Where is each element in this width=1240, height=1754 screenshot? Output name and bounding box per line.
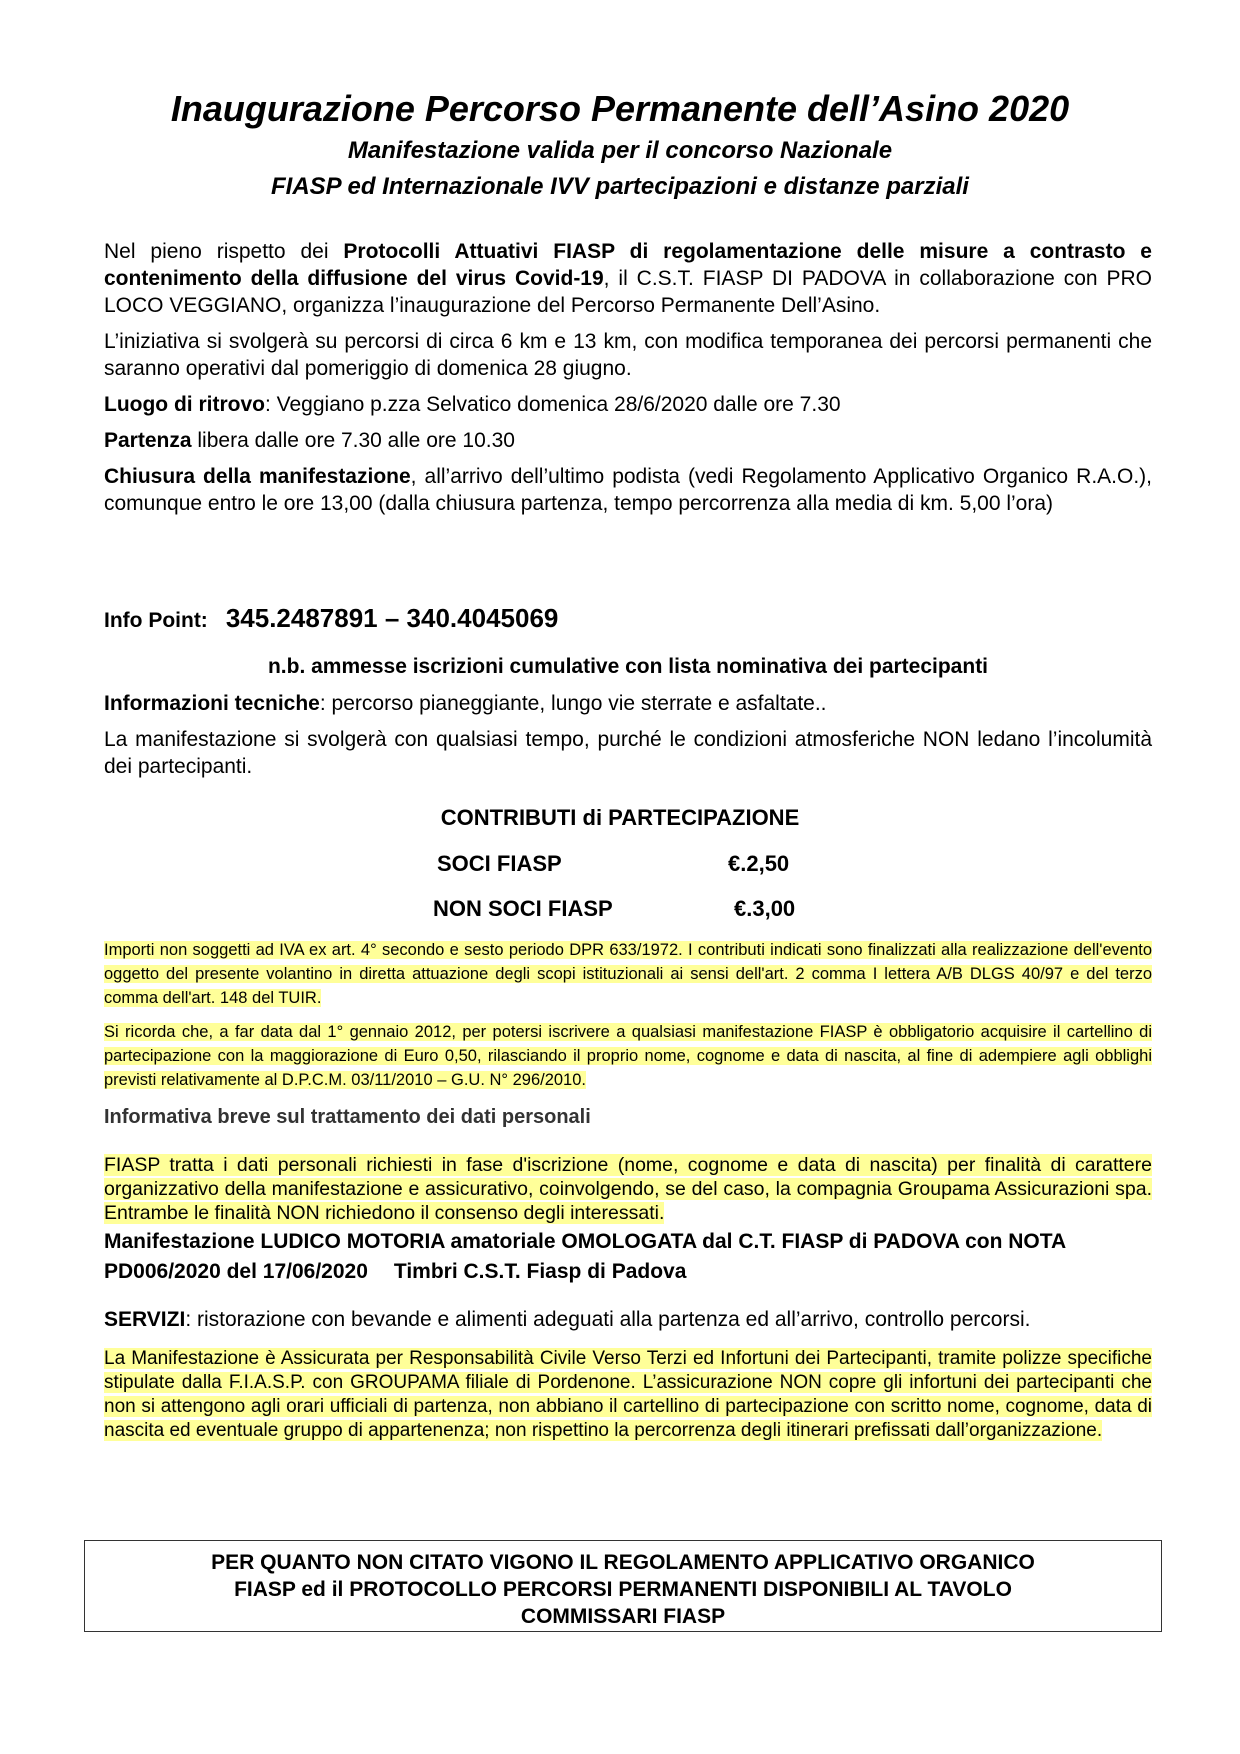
omologazione-line2 [104, 1257, 1152, 1287]
partenza-text: libera dalle ore 7.30 alle ore 10.30 [191, 429, 515, 452]
dati-personali-body: FIASP tratta i dati personali richiesti in fase d'iscrizione (nome, cognome e data di nascita) per finalità di carattere organizzativo della manifestazione e assicurativo, coinvolgendo, se del caso, la compagnia Groupama Assicurazioni spa. Entrambe le finalità NON richiedono il consenso degli interessati. [104, 1154, 1152, 1224]
dati-personali-text [104, 1153, 1152, 1225]
regolamento-line1: PER QUANTO NON CITATO VIGONO IL REGOLAMENTO APPLICATIVO ORGANICO [211, 1551, 1035, 1574]
omologazione-line1: Manifestazione LUDICO MOTORIA amatoriale OMOLOGATA dal C.T. FIASP di PADOVA con NOTA [104, 1230, 1067, 1253]
tecniche-label: Informazioni tecniche [104, 692, 320, 715]
price-row-non-soci [0, 896, 1240, 926]
iniziativa-paragraph: L’iniziativa si svolgerà su percorsi di circa 6 km e 13 km, con modifica temporanea dei percorsi permanenti che saranno operativi dal pomeriggio di domenica 28 giugno. [104, 330, 1152, 380]
main-content [104, 238, 1152, 526]
note-iva [104, 938, 1152, 1010]
secondary-content [104, 655, 1152, 789]
contributi-title: CONTRIBUTI di PARTECIPAZIONE [440, 805, 800, 830]
notes-section [104, 938, 1152, 1234]
partenza [104, 427, 1152, 454]
omologazione-section [104, 1227, 1152, 1287]
note-cartellino-text: Si ricorda che, a far data dal 1° gennaio 2012, per potersi iscrivere a qualsiasi manifestazione FIASP è obbligatorio acquisire il cartellino di partecipazione con la maggiorazione di Euro 0,50, rilasciando il proprio nome, cognome e data di nascita, al fine di adempiere agli obblighi previsti relativamente al D.P.C.M. 03/11/2010 – G.U. N° 296/2010. [104, 1023, 1152, 1089]
servizi-label: SERVIZI [104, 1308, 186, 1331]
luogo-text: : Veggiano p.zza Selvatico domenica 28/6/2020 dalle ore 7.30 [264, 393, 841, 416]
intro-protocolli: Protocolli Attuativi FIASP di regolamentazione delle misure a contrasto e contenimento della diffusione del virus Covid-19 [104, 240, 1152, 290]
partenza-label: Partenza [104, 429, 192, 452]
price-label-soci: SOCI FIASP [437, 851, 562, 876]
omologazione-nota: PD006/2020 del 17/06/2020 [104, 1260, 368, 1283]
regolamento-line2: FIASP ed il PROTOCOLLO PERCORSI PERMANENTI DISPONIBILI AL TAVOLO [234, 1578, 1012, 1601]
dati-personali-title: Informativa breve sul trattamento dei dati personali [104, 1106, 591, 1128]
assicurazione-body: La Manifestazione è Assicurata per Responsabilità Civile Verso Terzi ed Infortuni dei Partecipanti, tramite polizze specifiche stipulate dalla F.I.A.S.P. con GROUPAMA filiale di Pordenone. L’assicurazione NON copre gli infortuni dei partecipanti che non si attengono agli orari ufficiali di partenza, non abbiano il cartellino di partecipazione con scritto nome, cognome, data di nascita ed eventuale gruppo di appartenenza; non rispettino la percorrenza degli itinerari prefissati dall’organizzazione. [104, 1348, 1152, 1441]
regolamento-box [84, 1540, 1162, 1632]
luogo-label: Luogo di ritrovo [104, 393, 265, 416]
servizi-text: : ristorazione con bevande e alimenti adeguati alla partenza ed all’arrivo, controllo percorsi. [185, 1308, 1031, 1331]
regolamento-line3: COMMISSARI FIASP [520, 1605, 726, 1628]
subtitle-concorso: Manifestazione valida per il concorso Nazionale [347, 137, 893, 164]
price-row-soci [0, 851, 1240, 881]
nb-iscrizioni: n.b. ammesse iscrizioni cumulative con lista nominativa dei partecipanti [267, 655, 989, 678]
chiusura [104, 463, 1152, 517]
chiusura-label: Chiusura della manifestazione [104, 465, 411, 488]
price-value-soci: €.2,50 [728, 851, 790, 876]
price-label-non-soci: NON SOCI FIASP [433, 896, 613, 921]
intro-lead: Nel pieno rispetto dei [104, 240, 344, 263]
info-point-label: Info Point: [104, 609, 208, 632]
chiusura-text: , all’arrivo dell’ultimo podista (vedi Regolamento Applicativo Organico R.A.O.), comunque entro le ore 13,00 (dalla chiusura partenza, tempo percorrenza alla media di km. 5,00 l’ora) [104, 465, 1152, 515]
note-iva-text: Importi non soggetti ad IVA ex art. 4° secondo e sesto periodo DPR 633/1972. I contributi indicati sono finalizzati alla realizzazione dell'evento oggetto del presente volantino in diretta attuazione degli scopi istituzionali ai sensi dell'art. 2 comma I lettera A/B DLGS 40/97 e del terzo comma dell'art. 148 del TUIR. [104, 941, 1152, 1007]
assicurazione-text [104, 1347, 1152, 1443]
meteo-paragraph: La manifestazione si svolgerà con qualsiasi tempo, purché le condizioni atmosferiche NON ledano l’incolumità dei partecipanti. [104, 728, 1152, 778]
servizi [104, 1306, 1152, 1333]
subtitle-fiasp-ivv: FIASP ed Internazionale IVV partecipazioni e distanze parziali [271, 173, 969, 200]
contributi-section [0, 805, 1240, 831]
info-point-phones: 345.2487891 – 340.4045069 [225, 603, 559, 633]
info-point [104, 603, 1152, 634]
price-value-non-soci: €.3,00 [734, 896, 796, 921]
note-cartellino [104, 1020, 1152, 1092]
omologazione-timbri: Timbri C.S.T. Fiasp di Padova [393, 1260, 687, 1283]
intro-paragraph [104, 238, 1152, 319]
tecniche-text: : percorso pianeggiante, lungo vie sterrate e asfaltate.. [319, 692, 827, 715]
page-title: Inaugurazione Percorso Permanente dell’Asino 2020 [170, 88, 1070, 129]
intro-rest: , il C.S.T. FIASP DI PADOVA in collaborazione con PRO LOCO VEGGIANO, organizza l’inaugurazione del Percorso Permanente Dell’Asino. [104, 267, 1152, 317]
servizi-section [104, 1306, 1152, 1452]
luogo-ritrovo [104, 391, 1152, 418]
informazioni-tecniche [104, 690, 1152, 717]
